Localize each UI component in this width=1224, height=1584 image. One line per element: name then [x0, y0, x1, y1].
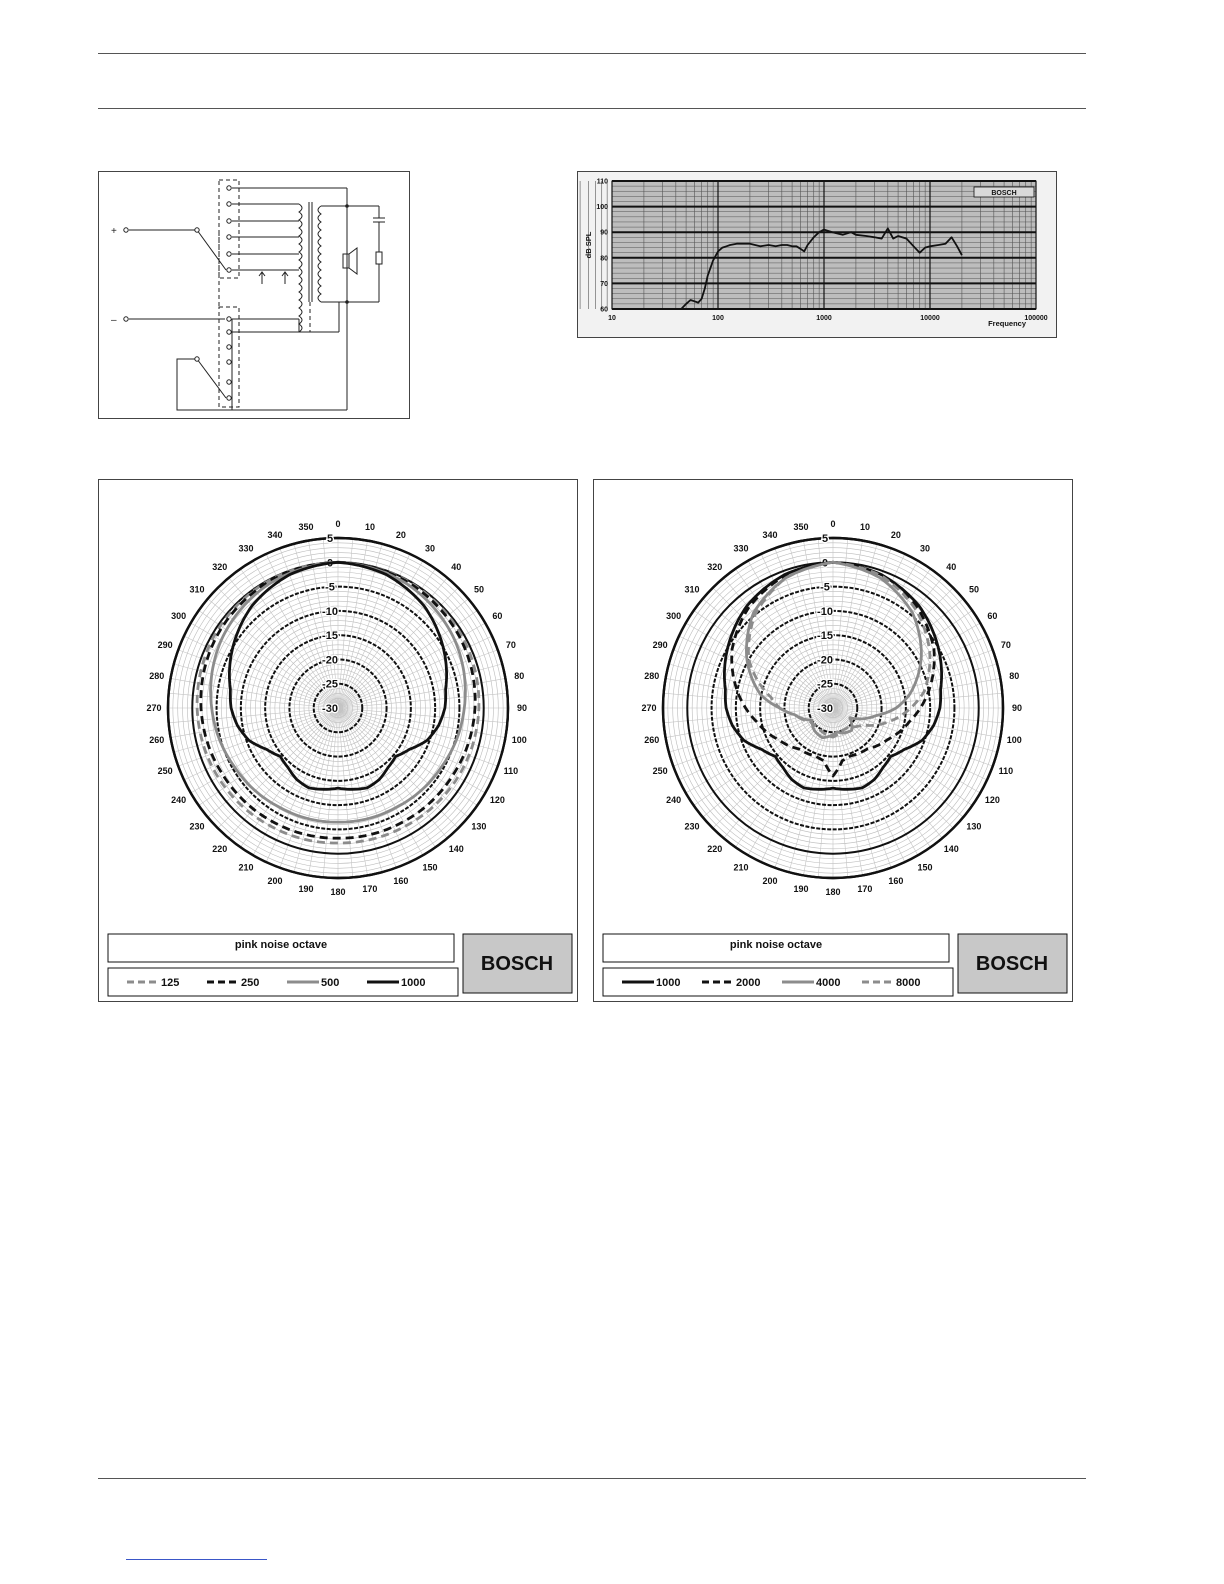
legend-entry-label: 1000: [656, 977, 681, 989]
y-tick-label: 60: [600, 306, 608, 314]
angle-tick-label: 60: [987, 611, 998, 621]
angle-spoke: [338, 708, 353, 877]
angle-tick-label: 160: [888, 875, 904, 886]
angle-tick-label: 290: [157, 640, 173, 651]
angle-tick-label: 180: [825, 887, 841, 897]
angle-tick-label: 330: [238, 543, 254, 554]
legend-entry-label: 125: [161, 977, 180, 989]
angle-spoke: [323, 708, 338, 877]
circuit-diagram-drawing: [99, 172, 409, 418]
angle-tick-label: 100: [511, 734, 527, 745]
radial-tick-label: -10: [322, 605, 338, 618]
angle-tick-label: 140: [943, 843, 959, 854]
radial-tick-label: 0: [326, 557, 334, 570]
angle-tick-label: 20: [890, 530, 901, 541]
angle-tick-label: 320: [707, 562, 723, 573]
angle-spoke: [169, 708, 338, 723]
polar-chart-right: [593, 479, 1073, 1002]
angle-tick-label: 240: [171, 795, 187, 805]
legend-box-label: BOSCH: [991, 190, 1017, 197]
angle-tick-label: 250: [652, 765, 668, 776]
angle-tick-label: 180: [330, 887, 346, 897]
angle-tick-label: 170: [857, 884, 873, 895]
angle-tick-label: 100: [1006, 734, 1022, 745]
legend-entry-label: 4000: [816, 977, 841, 989]
radial-tick-label: -20: [817, 654, 833, 667]
radial-tick-label: -25: [322, 678, 338, 691]
minus-terminal-symbol: –: [111, 315, 117, 326]
polar-plot-left: [99, 480, 577, 1001]
frequency-response-chart: [577, 171, 1057, 338]
radial-tick-label: -30: [817, 703, 833, 715]
angle-tick-label: 130: [471, 821, 487, 832]
footer-link-underline[interactable]: [126, 1559, 267, 1560]
radial-tick-label: -10: [817, 605, 833, 618]
angle-tick-label: 110: [503, 765, 519, 776]
angle-tick-label: 230: [684, 821, 700, 832]
brand-label: BOSCH: [480, 953, 554, 975]
radial-tick-label: -15: [322, 630, 338, 643]
angle-tick-label: 10: [859, 521, 870, 532]
angle-tick-label: 190: [298, 884, 314, 895]
radial-tick-label: -5: [325, 581, 335, 594]
angle-tick-label: 120: [489, 795, 505, 805]
angle-tick-label: 30: [919, 543, 931, 554]
plus-terminal-symbol: +: [111, 226, 117, 237]
angle-tick-label: 270: [641, 703, 657, 713]
y-tick-label: 90: [600, 229, 608, 237]
angle-tick-label: 200: [267, 875, 283, 886]
y-axis-label: dB SPL: [584, 231, 593, 259]
angle-tick-label: 150: [422, 862, 438, 873]
y-tick-label: 80: [600, 255, 608, 263]
polar-plot-right: [594, 480, 1072, 1001]
angle-tick-label: 60: [492, 611, 503, 621]
angle-tick-label: 350: [298, 521, 314, 532]
angle-spoke: [338, 693, 507, 708]
header-rule-top: [98, 53, 1086, 54]
footer-rule: [98, 1478, 1086, 1479]
angle-tick-label: 210: [733, 862, 749, 873]
angle-tick-label: 340: [267, 530, 283, 541]
angle-tick-label: 200: [762, 875, 778, 886]
angle-tick-label: 210: [238, 862, 254, 873]
angle-spoke: [338, 708, 507, 723]
angle-tick-label: 280: [644, 671, 660, 682]
radial-tick-label: -30: [322, 703, 338, 715]
angle-tick-label: 50: [473, 584, 484, 595]
radial-tick-label: 0: [821, 557, 829, 570]
radial-tick-label: -5: [820, 581, 830, 594]
x-tick-label: 10000: [920, 315, 940, 322]
angle-tick-label: 90: [1011, 703, 1023, 713]
angle-tick-label: 260: [149, 734, 165, 745]
angle-tick-label: 340: [762, 530, 778, 541]
angle-tick-label: 270: [146, 703, 162, 713]
angle-tick-label: 240: [666, 795, 682, 805]
header-rule-bottom: [98, 108, 1086, 109]
angle-tick-label: 40: [946, 562, 957, 573]
angle-tick-label: 190: [793, 884, 809, 895]
angle-tick-label: 250: [157, 765, 173, 776]
angle-tick-label: 310: [189, 584, 205, 595]
x-axis-label: Frequency: [988, 319, 1026, 328]
angle-tick-label: 80: [514, 671, 525, 682]
angle-tick-label: 170: [362, 884, 378, 895]
angle-tick-label: 220: [707, 843, 723, 854]
legend-entry-label: 2000: [736, 977, 761, 989]
angle-tick-label: 90: [516, 703, 528, 713]
angle-tick-label: 20: [395, 530, 406, 541]
y-tick-label: 70: [600, 280, 608, 288]
angle-tick-label: 300: [666, 611, 682, 621]
circuit-diagram: [98, 171, 410, 419]
radial-tick-label: 5: [821, 533, 829, 545]
angle-tick-label: 80: [1009, 671, 1020, 682]
angle-tick-label: 160: [393, 875, 409, 886]
legend-entry-label: 500: [321, 977, 340, 989]
legend-entry-label: 250: [241, 977, 260, 989]
legend-title: pink noise octave: [234, 939, 328, 951]
angle-tick-label: 40: [451, 562, 462, 573]
x-tick-label: 100000: [1024, 315, 1048, 322]
angle-tick-label: 70: [505, 640, 516, 651]
angle-tick-label: 120: [984, 795, 1000, 805]
frequency-response-plot: [578, 172, 1056, 337]
angle-spoke: [169, 693, 338, 708]
angle-tick-label: 110: [998, 765, 1014, 776]
angle-tick-label: 260: [644, 734, 660, 745]
polar-chart-left: [98, 479, 578, 1002]
angle-tick-label: 300: [171, 611, 187, 621]
angle-tick-label: 70: [1000, 640, 1011, 651]
legend-entry-label: 8000: [896, 977, 921, 989]
angle-tick-label: 290: [652, 640, 668, 651]
radial-tick-label: -25: [817, 678, 833, 691]
angle-tick-label: 50: [968, 584, 979, 595]
radial-tick-label: -15: [817, 630, 833, 643]
legend-entry-label: 1000: [401, 977, 426, 989]
brand-label: BOSCH: [975, 953, 1049, 975]
angle-tick-label: 320: [212, 562, 228, 573]
y-tick-label: 100: [596, 204, 608, 212]
angle-tick-label: 10: [364, 521, 375, 532]
angle-tick-label: 230: [189, 821, 205, 832]
legend-title: pink noise octave: [729, 939, 823, 951]
angle-tick-label: 140: [448, 843, 464, 854]
angle-tick-label: 0: [830, 519, 836, 529]
x-tick-label: 10: [608, 315, 616, 322]
x-tick-label: 1000: [816, 315, 832, 322]
angle-tick-label: 330: [733, 543, 749, 554]
angle-tick-label: 150: [917, 862, 933, 873]
x-tick-label: 100: [712, 315, 724, 322]
radial-tick-label: -20: [322, 654, 338, 667]
angle-tick-label: 0: [335, 519, 341, 529]
angle-tick-label: 310: [684, 584, 700, 595]
angle-tick-label: 30: [424, 543, 436, 554]
radial-tick-label: 5: [326, 533, 334, 545]
angle-tick-label: 130: [966, 821, 982, 832]
angle-tick-label: 220: [212, 843, 228, 854]
y-tick-label: 110: [596, 178, 608, 186]
angle-spoke: [664, 693, 833, 708]
angle-tick-label: 350: [793, 521, 809, 532]
angle-tick-label: 280: [149, 671, 165, 682]
